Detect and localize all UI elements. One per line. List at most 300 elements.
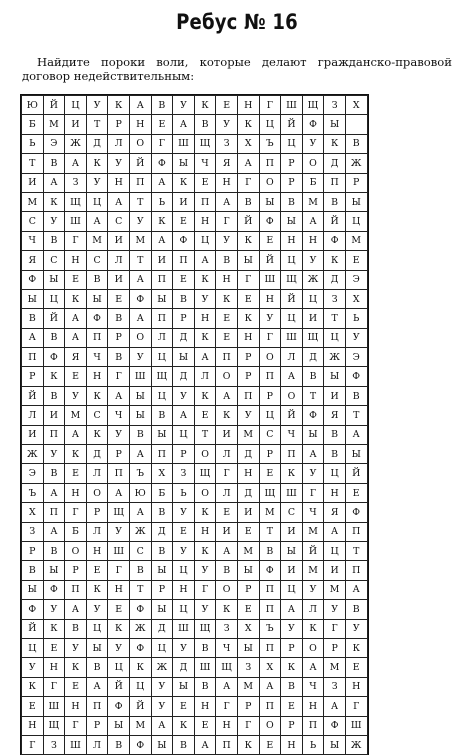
grid-cell[interactable]: Е: [65, 464, 87, 483]
grid-cell[interactable]: И: [65, 115, 87, 134]
grid-cell[interactable]: П: [22, 348, 44, 367]
grid-cell[interactable]: Щ: [151, 367, 173, 386]
grid-cell[interactable]: Г: [216, 464, 238, 483]
grid-cell[interactable]: Р: [173, 309, 195, 328]
grid-cell[interactable]: Н: [237, 96, 259, 115]
grid-cell[interactable]: Ы: [173, 677, 195, 696]
grid-cell[interactable]: Р: [281, 716, 303, 735]
grid-cell[interactable]: Ф: [173, 231, 195, 250]
grid-cell[interactable]: Ы: [151, 289, 173, 308]
grid-cell[interactable]: Ы: [237, 638, 259, 657]
grid-cell[interactable]: Г: [194, 580, 216, 599]
grid-cell[interactable]: Ц: [43, 289, 65, 308]
grid-cell[interactable]: А: [43, 483, 65, 502]
grid-cell[interactable]: И: [216, 425, 238, 444]
grid-cell[interactable]: О: [259, 716, 281, 735]
grid-cell[interactable]: Ы: [281, 212, 303, 231]
grid-cell[interactable]: Ы: [129, 406, 151, 425]
grid-cell[interactable]: П: [216, 735, 238, 754]
grid-cell[interactable]: Р: [65, 561, 87, 580]
grid-cell[interactable]: О: [129, 328, 151, 347]
grid-cell[interactable]: Л: [302, 600, 324, 619]
grid-cell[interactable]: Е: [237, 289, 259, 308]
grid-cell[interactable]: П: [324, 173, 346, 192]
grid-cell[interactable]: Й: [43, 96, 65, 115]
grid-cell[interactable]: Т: [302, 386, 324, 405]
grid-cell[interactable]: Р: [86, 716, 108, 735]
grid-cell[interactable]: Ъ: [259, 619, 281, 638]
grid-cell[interactable]: Н: [194, 309, 216, 328]
grid-cell[interactable]: Х: [259, 658, 281, 677]
grid-cell[interactable]: Х: [237, 619, 259, 638]
grid-cell[interactable]: Ы: [237, 251, 259, 270]
grid-cell[interactable]: Е: [151, 115, 173, 134]
grid-cell[interactable]: Е: [173, 212, 195, 231]
grid-cell[interactable]: В: [151, 96, 173, 115]
grid-cell[interactable]: У: [65, 638, 87, 657]
grid-cell[interactable]: Ш: [65, 735, 87, 754]
grid-cell[interactable]: Н: [86, 367, 108, 386]
grid-cell[interactable]: Ы: [173, 154, 195, 173]
grid-cell[interactable]: Е: [281, 697, 303, 716]
grid-cell[interactable]: Ч: [281, 425, 303, 444]
grid-cell[interactable]: З: [324, 289, 346, 308]
grid-cell[interactable]: М: [324, 658, 346, 677]
grid-cell[interactable]: В: [281, 192, 303, 211]
grid-cell[interactable]: Х: [345, 96, 367, 115]
grid-cell[interactable]: У: [108, 425, 130, 444]
grid-cell[interactable]: К: [194, 96, 216, 115]
grid-cell[interactable]: Ц: [108, 658, 130, 677]
grid-cell[interactable]: Ы: [237, 561, 259, 580]
grid-cell[interactable]: А: [65, 309, 87, 328]
grid-cell[interactable]: Х: [345, 289, 367, 308]
grid-cell[interactable]: Е: [65, 367, 87, 386]
grid-cell[interactable]: Н: [259, 289, 281, 308]
grid-cell[interactable]: Г: [216, 697, 238, 716]
grid-cell[interactable]: И: [173, 192, 195, 211]
grid-cell[interactable]: П: [108, 464, 130, 483]
grid-cell[interactable]: Ц: [281, 309, 303, 328]
grid-cell[interactable]: П: [216, 348, 238, 367]
grid-cell[interactable]: Ц: [194, 231, 216, 250]
grid-cell[interactable]: Д: [151, 522, 173, 541]
grid-cell[interactable]: А: [65, 600, 87, 619]
grid-cell[interactable]: Д: [173, 367, 195, 386]
grid-cell[interactable]: К: [43, 367, 65, 386]
grid-cell[interactable]: Н: [65, 697, 87, 716]
grid-cell[interactable]: С: [86, 251, 108, 270]
grid-cell[interactable]: Ш: [281, 328, 303, 347]
grid-cell[interactable]: А: [65, 154, 87, 173]
grid-cell[interactable]: У: [151, 697, 173, 716]
grid-cell[interactable]: Н: [129, 115, 151, 134]
grid-cell[interactable]: Е: [216, 309, 238, 328]
grid-cell[interactable]: М: [302, 192, 324, 211]
grid-cell[interactable]: М: [237, 541, 259, 560]
grid-cell[interactable]: А: [302, 658, 324, 677]
grid-cell[interactable]: У: [86, 600, 108, 619]
grid-cell[interactable]: Ф: [129, 289, 151, 308]
grid-cell[interactable]: М: [259, 503, 281, 522]
grid-cell[interactable]: В: [324, 425, 346, 444]
grid-cell[interactable]: Ы: [302, 425, 324, 444]
grid-cell[interactable]: В: [345, 600, 367, 619]
grid-cell[interactable]: Ч: [302, 503, 324, 522]
grid-cell[interactable]: Э: [345, 348, 367, 367]
grid-cell[interactable]: Н: [302, 231, 324, 250]
grid-cell[interactable]: Е: [173, 270, 195, 289]
grid-cell[interactable]: Ф: [108, 697, 130, 716]
grid-cell[interactable]: П: [259, 638, 281, 657]
grid-cell[interactable]: Ч: [22, 231, 44, 250]
grid-cell[interactable]: А: [259, 677, 281, 696]
grid-cell[interactable]: Ы: [281, 541, 303, 560]
grid-cell[interactable]: Е: [216, 96, 238, 115]
grid-cell[interactable]: П: [151, 309, 173, 328]
grid-cell[interactable]: Н: [194, 522, 216, 541]
grid-cell[interactable]: О: [129, 134, 151, 153]
grid-cell[interactable]: Р: [173, 445, 195, 464]
grid-cell[interactable]: Р: [281, 154, 303, 173]
grid-cell[interactable]: Р: [22, 367, 44, 386]
grid-cell[interactable]: Ф: [302, 406, 324, 425]
grid-cell[interactable]: Г: [302, 483, 324, 502]
grid-cell[interactable]: В: [345, 134, 367, 153]
grid-cell[interactable]: В: [173, 289, 195, 308]
grid-cell[interactable]: З: [324, 677, 346, 696]
grid-cell[interactable]: М: [237, 425, 259, 444]
grid-cell[interactable]: Д: [324, 270, 346, 289]
grid-cell[interactable]: Ж: [65, 134, 87, 153]
grid-cell[interactable]: Щ: [108, 503, 130, 522]
grid-cell[interactable]: Е: [345, 658, 367, 677]
grid-cell[interactable]: Ц: [151, 638, 173, 657]
grid-cell[interactable]: О: [194, 483, 216, 502]
grid-cell[interactable]: Н: [281, 231, 303, 250]
grid-cell[interactable]: Щ: [281, 270, 303, 289]
grid-cell[interactable]: Б: [22, 115, 44, 134]
grid-cell[interactable]: У: [22, 658, 44, 677]
grid-cell[interactable]: К: [324, 251, 346, 270]
grid-cell[interactable]: О: [302, 154, 324, 173]
grid-cell[interactable]: У: [237, 406, 259, 425]
grid-cell[interactable]: Н: [65, 483, 87, 502]
grid-cell[interactable]: К: [216, 600, 238, 619]
grid-cell[interactable]: В: [216, 251, 238, 270]
grid-cell[interactable]: В: [194, 638, 216, 657]
grid-cell[interactable]: А: [151, 231, 173, 250]
grid-cell[interactable]: Р: [108, 115, 130, 134]
grid-cell[interactable]: Ш: [108, 541, 130, 560]
grid-cell[interactable]: Д: [237, 445, 259, 464]
grid-cell[interactable]: К: [237, 309, 259, 328]
grid-cell[interactable]: Ч: [86, 348, 108, 367]
grid-cell[interactable]: Й: [129, 154, 151, 173]
grid-cell[interactable]: А: [216, 541, 238, 560]
grid-cell[interactable]: К: [108, 619, 130, 638]
grid-cell[interactable]: Ф: [324, 716, 346, 735]
grid-cell[interactable]: Ж: [345, 154, 367, 173]
grid-cell[interactable]: У: [173, 541, 195, 560]
grid-cell[interactable]: О: [259, 173, 281, 192]
grid-cell[interactable]: М: [86, 231, 108, 250]
grid-cell[interactable]: Г: [237, 270, 259, 289]
grid-cell[interactable]: М: [302, 561, 324, 580]
grid-cell[interactable]: П: [259, 367, 281, 386]
grid-cell[interactable]: З: [173, 464, 195, 483]
grid-cell[interactable]: Ж: [345, 735, 367, 754]
grid-cell[interactable]: Ф: [324, 231, 346, 250]
grid-cell[interactable]: Н: [108, 580, 130, 599]
grid-cell[interactable]: Л: [216, 445, 238, 464]
grid-cell[interactable]: Р: [259, 386, 281, 405]
grid-cell[interactable]: П: [151, 445, 173, 464]
grid-cell[interactable]: И: [216, 522, 238, 541]
grid-cell[interactable]: У: [43, 212, 65, 231]
grid-cell[interactable]: Е: [108, 600, 130, 619]
grid-cell[interactable]: Х: [22, 503, 44, 522]
grid-cell[interactable]: А: [151, 173, 173, 192]
grid-cell[interactable]: Т: [194, 425, 216, 444]
word-search-grid[interactable]: [21, 95, 368, 755]
grid-cell[interactable]: Г: [259, 328, 281, 347]
grid-cell[interactable]: А: [237, 154, 259, 173]
grid-cell[interactable]: У: [216, 115, 238, 134]
grid-cell[interactable]: Е: [259, 735, 281, 754]
grid-cell[interactable]: В: [324, 192, 346, 211]
grid-cell[interactable]: К: [43, 619, 65, 638]
grid-cell[interactable]: З: [324, 96, 346, 115]
grid-cell[interactable]: П: [86, 697, 108, 716]
grid-cell[interactable]: Л: [216, 483, 238, 502]
grid-cell[interactable]: К: [324, 134, 346, 153]
grid-cell[interactable]: В: [302, 367, 324, 386]
grid-cell[interactable]: Н: [302, 697, 324, 716]
grid-cell[interactable]: М: [237, 677, 259, 696]
grid-cell[interactable]: Л: [86, 522, 108, 541]
grid-cell[interactable]: Ш: [43, 697, 65, 716]
grid-cell[interactable]: Е: [237, 522, 259, 541]
grid-cell[interactable]: Н: [173, 580, 195, 599]
grid-cell[interactable]: С: [43, 251, 65, 270]
grid-cell[interactable]: Ы: [173, 348, 195, 367]
grid-cell[interactable]: Э: [345, 270, 367, 289]
grid-cell[interactable]: Н: [216, 270, 238, 289]
grid-cell[interactable]: Т: [86, 115, 108, 134]
grid-cell[interactable]: И: [281, 561, 303, 580]
grid-cell[interactable]: И: [302, 309, 324, 328]
grid-cell[interactable]: Н: [22, 716, 44, 735]
grid-cell[interactable]: У: [259, 309, 281, 328]
grid-cell[interactable]: Я: [216, 154, 238, 173]
grid-cell[interactable]: Й: [345, 464, 367, 483]
grid-cell[interactable]: Т: [259, 522, 281, 541]
grid-cell[interactable]: Л: [194, 367, 216, 386]
grid-cell[interactable]: Е: [22, 697, 44, 716]
grid-cell[interactable]: У: [216, 231, 238, 250]
grid-cell[interactable]: Ф: [129, 735, 151, 754]
grid-cell[interactable]: Ы: [108, 716, 130, 735]
grid-cell[interactable]: Н: [86, 541, 108, 560]
grid-cell[interactable]: А: [22, 328, 44, 347]
grid-cell[interactable]: Ц: [151, 386, 173, 405]
grid-cell[interactable]: П: [43, 503, 65, 522]
grid-cell[interactable]: Ц: [281, 134, 303, 153]
grid-cell[interactable]: В: [194, 115, 216, 134]
grid-cell[interactable]: [345, 115, 367, 134]
grid-cell[interactable]: В: [281, 677, 303, 696]
grid-cell[interactable]: Ш: [281, 96, 303, 115]
grid-cell[interactable]: Ф: [259, 212, 281, 231]
grid-cell[interactable]: Г: [108, 367, 130, 386]
grid-cell[interactable]: У: [302, 580, 324, 599]
grid-cell[interactable]: Н: [65, 251, 87, 270]
grid-cell[interactable]: М: [302, 522, 324, 541]
grid-cell[interactable]: Ц: [86, 192, 108, 211]
grid-cell[interactable]: Г: [108, 561, 130, 580]
grid-cell[interactable]: Е: [108, 289, 130, 308]
grid-cell[interactable]: Л: [108, 134, 130, 153]
grid-cell[interactable]: П: [259, 697, 281, 716]
grid-cell[interactable]: Й: [259, 251, 281, 270]
grid-cell[interactable]: Ы: [151, 735, 173, 754]
grid-cell[interactable]: Ю: [129, 483, 151, 502]
grid-cell[interactable]: С: [108, 212, 130, 231]
grid-cell[interactable]: Б: [302, 173, 324, 192]
grid-cell[interactable]: К: [237, 115, 259, 134]
grid-cell[interactable]: А: [173, 115, 195, 134]
grid-cell[interactable]: О: [259, 348, 281, 367]
grid-cell[interactable]: М: [65, 406, 87, 425]
grid-cell[interactable]: А: [86, 677, 108, 696]
grid-cell[interactable]: Ф: [129, 600, 151, 619]
grid-cell[interactable]: Ъ: [259, 134, 281, 153]
grid-cell[interactable]: С: [22, 212, 44, 231]
grid-cell[interactable]: Ф: [129, 638, 151, 657]
grid-cell[interactable]: А: [216, 677, 238, 696]
grid-cell[interactable]: П: [345, 522, 367, 541]
grid-cell[interactable]: Р: [151, 580, 173, 599]
grid-cell[interactable]: К: [194, 541, 216, 560]
grid-cell[interactable]: Л: [151, 328, 173, 347]
grid-cell[interactable]: Ч: [216, 638, 238, 657]
grid-cell[interactable]: Ы: [151, 561, 173, 580]
grid-cell[interactable]: Ъ: [22, 483, 44, 502]
grid-cell[interactable]: Ш: [65, 212, 87, 231]
grid-cell[interactable]: К: [173, 716, 195, 735]
grid-cell[interactable]: В: [237, 192, 259, 211]
grid-cell[interactable]: Ш: [173, 619, 195, 638]
grid-cell[interactable]: А: [194, 251, 216, 270]
grid-cell[interactable]: Ц: [281, 580, 303, 599]
grid-cell[interactable]: У: [173, 386, 195, 405]
grid-cell[interactable]: В: [22, 561, 44, 580]
grid-cell[interactable]: И: [281, 522, 303, 541]
grid-cell[interactable]: М: [324, 580, 346, 599]
grid-cell[interactable]: Р: [237, 367, 259, 386]
grid-cell[interactable]: Д: [151, 619, 173, 638]
grid-cell[interactable]: П: [173, 251, 195, 270]
grid-cell[interactable]: Ц: [259, 406, 281, 425]
grid-cell[interactable]: Н: [108, 173, 130, 192]
grid-cell[interactable]: В: [129, 561, 151, 580]
grid-cell[interactable]: Е: [216, 503, 238, 522]
grid-cell[interactable]: А: [324, 697, 346, 716]
grid-cell[interactable]: К: [173, 173, 195, 192]
grid-cell[interactable]: Н: [237, 464, 259, 483]
grid-cell[interactable]: Е: [173, 522, 195, 541]
grid-cell[interactable]: П: [151, 270, 173, 289]
grid-cell[interactable]: И: [237, 503, 259, 522]
grid-cell[interactable]: Ф: [151, 154, 173, 173]
grid-cell[interactable]: Е: [194, 716, 216, 735]
grid-cell[interactable]: В: [216, 561, 238, 580]
grid-cell[interactable]: У: [302, 464, 324, 483]
grid-cell[interactable]: К: [86, 425, 108, 444]
grid-cell[interactable]: А: [151, 716, 173, 735]
grid-cell[interactable]: Л: [108, 251, 130, 270]
grid-cell[interactable]: Н: [194, 212, 216, 231]
grid-cell[interactable]: Ж: [324, 348, 346, 367]
grid-cell[interactable]: К: [281, 464, 303, 483]
grid-cell[interactable]: У: [194, 600, 216, 619]
grid-cell[interactable]: Р: [259, 445, 281, 464]
grid-cell[interactable]: Т: [129, 251, 151, 270]
grid-cell[interactable]: Ы: [86, 289, 108, 308]
grid-cell[interactable]: Ы: [324, 115, 346, 134]
grid-cell[interactable]: А: [216, 386, 238, 405]
grid-cell[interactable]: Ц: [173, 561, 195, 580]
grid-cell[interactable]: К: [65, 658, 87, 677]
grid-cell[interactable]: П: [129, 173, 151, 192]
grid-cell[interactable]: А: [129, 445, 151, 464]
grid-cell[interactable]: П: [259, 154, 281, 173]
grid-cell[interactable]: У: [129, 212, 151, 231]
grid-cell[interactable]: Н: [324, 483, 346, 502]
grid-cell[interactable]: Г: [237, 716, 259, 735]
grid-cell[interactable]: П: [302, 716, 324, 735]
grid-cell[interactable]: Е: [259, 231, 281, 250]
grid-cell[interactable]: Т: [22, 154, 44, 173]
grid-cell[interactable]: Ю: [22, 96, 44, 115]
grid-cell[interactable]: К: [129, 658, 151, 677]
grid-cell[interactable]: А: [281, 600, 303, 619]
grid-cell[interactable]: Е: [237, 600, 259, 619]
grid-cell[interactable]: У: [281, 619, 303, 638]
grid-cell[interactable]: Н: [237, 328, 259, 347]
grid-cell[interactable]: Й: [281, 115, 303, 134]
grid-cell[interactable]: Е: [216, 328, 238, 347]
grid-cell[interactable]: Ф: [43, 580, 65, 599]
grid-cell[interactable]: Ч: [194, 154, 216, 173]
grid-cell[interactable]: Я: [65, 348, 87, 367]
grid-cell[interactable]: П: [259, 600, 281, 619]
grid-cell[interactable]: Г: [65, 503, 87, 522]
grid-cell[interactable]: Г: [324, 619, 346, 638]
grid-cell[interactable]: Ы: [324, 735, 346, 754]
grid-cell[interactable]: Б: [151, 483, 173, 502]
grid-cell[interactable]: Щ: [194, 619, 216, 638]
grid-cell[interactable]: У: [65, 386, 87, 405]
grid-cell[interactable]: А: [108, 483, 130, 502]
grid-cell[interactable]: В: [65, 619, 87, 638]
grid-cell[interactable]: У: [173, 503, 195, 522]
grid-cell[interactable]: Ч: [302, 677, 324, 696]
grid-cell[interactable]: Л: [281, 348, 303, 367]
grid-cell[interactable]: А: [129, 270, 151, 289]
grid-cell[interactable]: В: [43, 231, 65, 250]
